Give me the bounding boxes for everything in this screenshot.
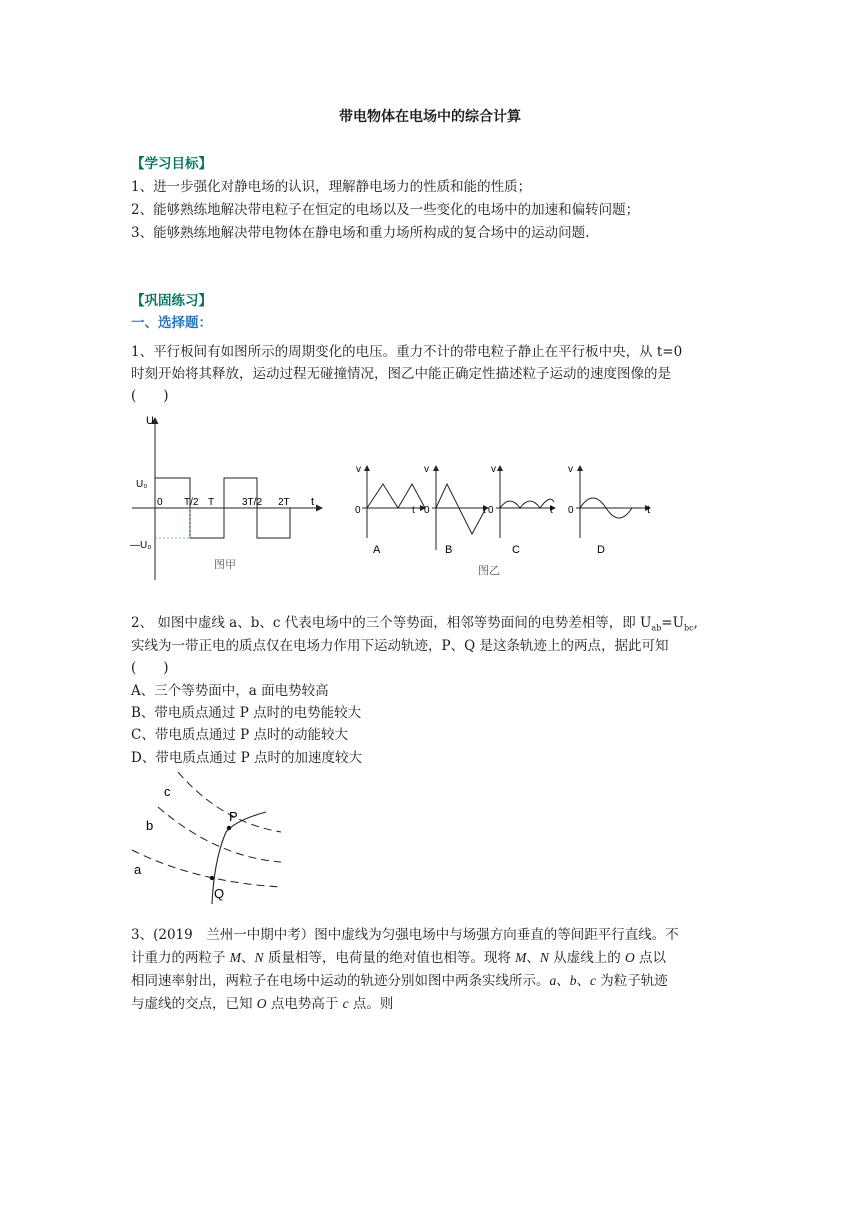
graph-d-v: v bbox=[568, 464, 573, 475]
q3-l2-d: 、 bbox=[526, 950, 540, 966]
graph-c-label: C bbox=[512, 544, 520, 556]
u0-label: U₀ bbox=[136, 479, 148, 490]
graph-a-label: A bbox=[373, 544, 381, 556]
q3-c: c bbox=[590, 973, 596, 988]
q3-b: b bbox=[569, 973, 577, 988]
q2-sub-ab: ab bbox=[651, 623, 662, 633]
q3-a: a bbox=[549, 973, 557, 988]
q3-l2-f: 点以 bbox=[634, 950, 667, 966]
page-title: 带电物体在电场中的综合计算 bbox=[339, 109, 521, 125]
q2-option-c: C、带电质点通过 P 点时的动能较大 bbox=[131, 727, 348, 743]
graph-c-v: v bbox=[491, 464, 496, 475]
graph-d-origin: 0 bbox=[568, 505, 574, 516]
figure-equipotential bbox=[126, 772, 286, 907]
q3-line-3 bbox=[131, 969, 668, 989]
graph-a-origin: 0 bbox=[355, 505, 361, 516]
q3-l3: 相同速率射出，两粒子在电场中运动的轨迹分别如图中两条实线所示。 bbox=[131, 973, 550, 989]
q2-line-1-end: , bbox=[693, 615, 698, 631]
label-p: P bbox=[229, 809, 238, 824]
q3-line-2 bbox=[131, 946, 666, 966]
q1-line-2: 时刻开始将其释放，运动过程无碰撞情况，图乙中能正确定性描述粒子运动的速度图像的是 bbox=[131, 366, 671, 382]
graph-a-v: v bbox=[356, 464, 361, 475]
graph-b-v: v bbox=[424, 464, 429, 475]
q2-line-1 bbox=[131, 611, 698, 633]
graph-c-t: t bbox=[550, 505, 553, 516]
fig-jia-caption: 图甲 bbox=[214, 559, 236, 571]
graph-a-t: t bbox=[412, 505, 415, 516]
q2-option-b: B、带电质点通过 P 点时的电势能较大 bbox=[131, 705, 362, 721]
q2-line-3: ( ) bbox=[131, 660, 169, 676]
graph-b-label: B bbox=[445, 544, 453, 556]
label-b: b bbox=[146, 818, 154, 833]
goals-heading: 【学习目标】 bbox=[131, 156, 212, 172]
t-3half-label: 3T/2 bbox=[242, 497, 263, 508]
q3-l4-a: 与虚线的交点，已知 bbox=[131, 996, 257, 1012]
origin-label: 0 bbox=[157, 497, 163, 508]
q3-line-1: 3、(2019 兰州一中期中考）图中虚线为匀强电场中与场强方向垂直的等间距平行直线。不 bbox=[131, 927, 679, 943]
q1-line-1: 1、平行板间有如图所示的周期变化的电压。重力不计的带电粒子静止在平行板中央，从 t=0 bbox=[131, 344, 683, 360]
q3-l4-b: 点电势高于 bbox=[266, 996, 343, 1012]
q3-c2: c bbox=[342, 996, 349, 1011]
graph-d bbox=[568, 464, 650, 556]
q2-option-a: A、三个等势面中，a 面电势较高 bbox=[131, 683, 329, 699]
equipotential-a bbox=[132, 850, 281, 887]
graph-d-t: t bbox=[647, 504, 651, 516]
q2-sub-bc: bc bbox=[683, 623, 694, 633]
q3-line-4 bbox=[131, 992, 393, 1012]
q2-eq: =U bbox=[661, 615, 684, 631]
q1-line-3: ( ) bbox=[131, 388, 169, 404]
q3-l3-sep1: 、 bbox=[556, 973, 570, 989]
figure-yi-velocity-graphs bbox=[350, 458, 670, 583]
graph-b-origin: 0 bbox=[424, 505, 430, 516]
point-q bbox=[210, 876, 214, 880]
q3-m2: M bbox=[515, 950, 527, 965]
equipotential-b bbox=[158, 807, 281, 862]
figure-jia-voltage-graph bbox=[128, 408, 328, 583]
q3-n2: N bbox=[539, 950, 549, 965]
goal-item-1: 1、进一步强化对静电场的认识，理解静电场力的性质和能的性质； bbox=[131, 179, 532, 195]
label-c: c bbox=[164, 784, 171, 799]
q2-line-1-text: 2、 如图中虚线 a、b、c 代表电场中的三个等势面，相邻等势面间的电势差相等，即 U bbox=[131, 615, 652, 631]
fig-yi-caption: 图乙 bbox=[478, 565, 500, 577]
q2-option-d: D、带电质点通过 P 点时的加速度较大 bbox=[131, 750, 362, 766]
graph-c bbox=[488, 464, 555, 556]
point-p bbox=[227, 826, 231, 830]
neg-u0-label: —U₀ bbox=[130, 540, 152, 551]
goal-item-3: 3、能够熟练地解决带电物体在静电场和重力场所构成的复合场中的运动问题. bbox=[131, 225, 590, 241]
q3-l2-b: 、 bbox=[241, 950, 255, 966]
q3-l4-d: 点。则 bbox=[348, 996, 394, 1012]
q3-o: O bbox=[625, 950, 635, 965]
label-q: Q bbox=[214, 886, 225, 901]
t-axis-label: t bbox=[311, 496, 315, 508]
q3-l2-e: 从虚线上的 bbox=[548, 950, 626, 966]
t-half-label: T/2 bbox=[184, 497, 199, 508]
u-axis-label: U bbox=[146, 415, 154, 427]
q3-n: N bbox=[254, 950, 264, 965]
t-2-label: 2T bbox=[278, 497, 290, 508]
graph-c-origin: 0 bbox=[488, 505, 494, 516]
q2-line-2: 实线为一带正电的质点仅在电场力作用下运动轨迹，P、Q 是这条轨迹上的两点，据此可知 bbox=[131, 638, 669, 654]
practice-heading: 【巩固练习】 bbox=[131, 293, 212, 309]
goal-item-2: 2、能够熟练地解决带电粒子在恒定的电场以及一些变化的电场中的加速和偏转问题； bbox=[131, 202, 640, 218]
section-heading: 一、选择题： bbox=[131, 315, 212, 331]
q3-l2-a: 计重力的两粒子 bbox=[131, 950, 230, 966]
q3-l3-sep2: 、 bbox=[576, 973, 590, 989]
graph-d-label: D bbox=[597, 544, 605, 556]
t-label: T bbox=[208, 497, 215, 508]
q3-o2: O bbox=[256, 996, 267, 1011]
graph-b-t: t bbox=[483, 505, 486, 516]
q3-m: M bbox=[229, 950, 242, 965]
q3-l2-c: 质量相等，电荷量的绝对值也相等。现将 bbox=[263, 950, 516, 966]
graph-b bbox=[424, 464, 488, 556]
label-a: a bbox=[134, 862, 142, 877]
q3-l3-end: 为粒子轨迹 bbox=[596, 973, 668, 989]
